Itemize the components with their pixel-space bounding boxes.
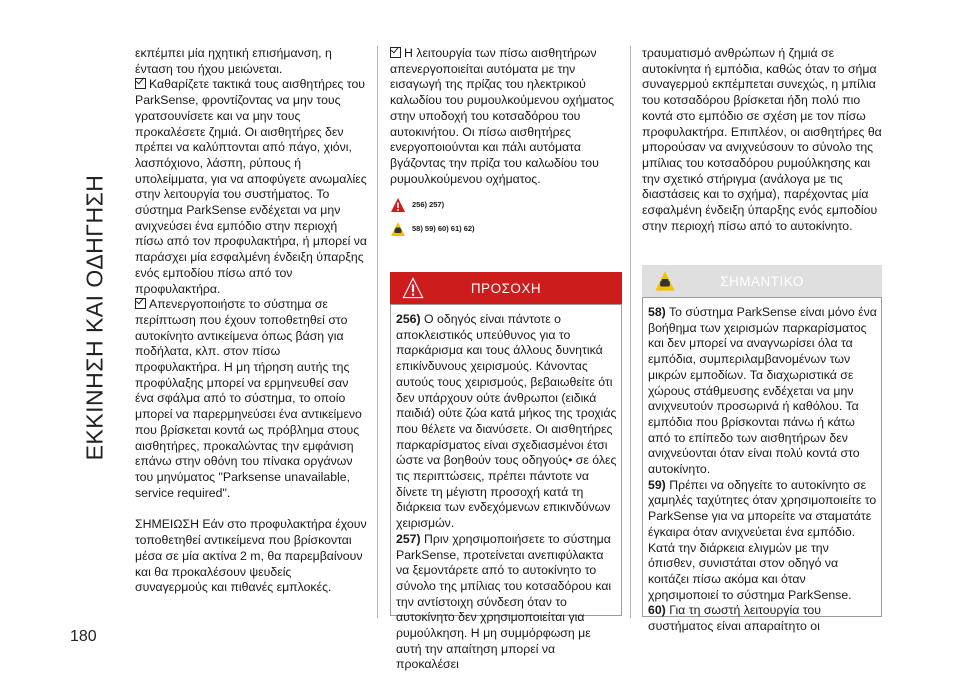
warning-256-number: 256) bbox=[396, 312, 421, 326]
note-58-number: 58) bbox=[648, 305, 666, 319]
car-attention-icon bbox=[654, 270, 676, 292]
warning-triangle-icon bbox=[390, 197, 406, 213]
col1-paragraph-3 bbox=[135, 297, 367, 501]
column-1 bbox=[135, 46, 367, 596]
column-3 bbox=[642, 46, 882, 234]
warning-257 bbox=[396, 532, 618, 673]
warning-256 bbox=[396, 312, 618, 532]
warning-title: ΠΡΟΣΟΧΗ bbox=[470, 280, 542, 296]
warning-triangle-icon bbox=[402, 277, 424, 299]
note-59-text: Πρέπει να οδηγείτε το αυτοκίνητο σε χαμηλές ταχύτητες όταν χρησιμοποιείτε το ParkSense για να μπορείτε να σταματάτε έγκαιρα όταν ανιχνεύεται ένα εμπόδιο. Κατά την διάρκεια ελιγμών με την όπισθεν, συνιστάται στον οδηγό να κοιτάζει πίσω ακόμα και όταν χρησιμοποιεί το σύστημα ParkSense. bbox=[648, 477, 877, 602]
note-box-content bbox=[648, 305, 878, 635]
note-58-text: Το σύστημα ParkSense είναι μόνο ένα βοήθημα των χειρισμών παρκαρίσματος και δεν μπορεί να αναγνωρίσει όλα τα εμπόδια, συμπεριλαμβανομένων των μικρών εμποδίων. Τα διαχωριστικά σε χώρους στάθμευσης ενδέχεται να μην ανιχνευτούν προσωρινά ή καθόλου. Τα εμπόδια που βρίσκονται πάνω ή κάτω από το επίπεδο των αισθητήρων δεν ανιχνεύονται όταν είναι πολύ κοντά στο αυτοκίνητο. bbox=[648, 305, 877, 477]
warning-box-content bbox=[396, 312, 618, 673]
page-number: 180 bbox=[70, 628, 97, 645]
note-59 bbox=[648, 478, 878, 604]
column-2 bbox=[390, 46, 622, 237]
warning-ref-numbers: 256) 257) bbox=[412, 200, 445, 210]
col2-paragraph-1-text: Η λειτουργία των πίσω αισθητήρων απενεργοποιείται αυτόματα με την εισαγωγή της πρίζας του ηλεκτρικού καλωδίου του ρυμουλκούμενου οχήματος στην υποδοχή του κοτσαδόρου του αυτοκινήτου. Οι πίσω αισθητήρες ενεργοποιούνται και πάλι αυτόματα βγάζοντας την πρίζα του καλωδίου του ρυμουλκούμενου οχήματος. bbox=[390, 46, 615, 186]
warning-256-text: Ο οδηγός είναι πάντοτε ο αποκλειστικός υπεύθυνος για το παρκάρισμα και τους άλλους δυνητικά επικίνδυνους χειρισμούς. Κάνοντας αυτούς τους χειρισμούς, βεβαιωθείτε ότι δεν υπάρχουν ούτε άνθρωποι (ειδικά παιδιά) ούτε ζώα κατά μήκος της τροχιάς που θέλετε να διανύσετε. Οι αισθητήρες παρκαρίσματος είναι σχεδιασμένοι έτσι ώστε να βοηθούν τους οδηγούς• σε όλες τις περιπτώσεις, πρέπει πάντοτε να δίνετε τη μέγιστη προσοχή κατά τη διάρκεια των ενδεχόμενων επικινδύνων χειρισμών. bbox=[396, 312, 617, 531]
warning-257-text: Πριν χρησιμοποιήσετε το σύστημα ParkSense, προτείνεται ανεπιφύλακτα να ξεμοντάρετε από το αυτοκίνητο το σύνολο της μπίλιας του κοτσαδόρου και την αντίστοιχη σύνδεση όταν το αυτοκίνητο δεν χρησιμοποιείται για ρυμούλκηση. Η μη συμμόρφωση με αυτή την απαίτηση μπορεί να προκαλέσει bbox=[396, 531, 612, 672]
chapter-side-title bbox=[78, 40, 112, 595]
note-60-text: Για τη σωστή λειτουργία του συστήματος είναι απαραίτητο οι bbox=[648, 603, 821, 634]
note-banner bbox=[642, 265, 882, 297]
checkbox-icon bbox=[135, 298, 146, 309]
warning-banner bbox=[390, 272, 622, 304]
note-60-number: 60) bbox=[648, 603, 666, 618]
col1-note-paragraph: ΣΗΜΕΙΩΣΗ Εάν στο προφυλακτήρα έχουν τοποθετηθεί αντικείμενα που βρίσκονται μέσα σε μία ακτίνα 2 m, θα παρεμβαίνουν και θα προκαλέσουν ψευδείς συναγερμούς και πιθανές εμπλοκές. bbox=[135, 517, 367, 595]
col1-paragraph-2-text: Καθαρίζετε τακτικά τους αισθητήρες του ParkSense, φροντίζοντας να μην τους γρατσουνίσετε και να μην τους προκαλέσετε ζημιά. Οι αισθητήρες δεν πρέπει να καλύπτονται από πάγο, χιόνι, λασπόχιονο, λάσπη, ρύπους ή υπολείμματα, για να αποφύγετε ανωμαλίες στην λειτουργία του συστήματος. Το σύστημα ParkSense ενδέχεται να μην ανιχνεύσει ένα εμπόδιο στην περιοχή πίσω από τον προφυλακτήρα, ή μπορεί να παράσχει μία εσφαλμένη ένδειξη ύπαρξης ενός εμποδίου πίσω από τον προφυλακτήρα. bbox=[135, 77, 368, 296]
car-attention-icon bbox=[390, 221, 406, 237]
col3-paragraph-1: τραυματισμό ανθρώπων ή ζημιά σε αυτοκίνητα ή εμπόδια, καθώς όταν το σήμα συναγερμού εκπέμπεται συνεχώς, η μπίλια του κοτσαδόρου βρίσκεται ήδη πολύ πιο κοντά στο εμπόδιο σε σχέση με τον πίσω προφυλακτήρα. Επιπλέον, οι αισθητήρες θα μπορούσαν να ανιχνεύσουν το σύνολο της μπίλιας του κοτσαδόρου ρυμούλκησης και την σχετικό στήριγμα (ανάλογα με τις διαστάσεις και το σχήμα), παρέχοντας μία εσφαλμένη ένδειξη ύπαρξης ενός εμποδίου στην περιοχή πίσω από το αυτοκίνητο. bbox=[642, 46, 882, 233]
column-divider-1 bbox=[377, 46, 378, 618]
checkbox-icon bbox=[390, 47, 401, 58]
col1-paragraph-3-text: Απενεργοποιήστε το σύστημα σε περίπτωση που έχουν τοποθετηθεί στο αυτοκίνητο αντικείμενα όπως βάση για ποδήλατα, κλπ. στον πίσω προφυλακτήρα. Η μη τήρηση αυτής της προφύλαξης μπορεί να ερμηνευθεί σαν ένα σφάλμα από το σύστημα, το οποίο μπορεί να παρερμηνεύσει ένα αντικείμενο που βρίσκεται κοντά ως πρόβλημα στους αισθητήρες, προκαλώντας την εμφάνιση επάνω στην οθόνη του πίνακα οργάνων του μηνύματος "Parksense unavailable, service required". bbox=[135, 297, 362, 500]
checkbox-icon bbox=[135, 78, 146, 89]
note-60 bbox=[648, 603, 878, 634]
warning-references bbox=[390, 197, 622, 213]
note-59-number: 59) bbox=[648, 477, 666, 492]
note-ref-numbers: 58) 59) 60) 61) 62) bbox=[412, 224, 475, 234]
col1-paragraph-1: εκπέμπει μία ηχητική επισήμανση, η ένταση του ήχου μειώνεται. bbox=[135, 46, 332, 76]
col1-paragraph-2 bbox=[135, 77, 367, 297]
column-divider-2 bbox=[630, 46, 631, 618]
note-58 bbox=[648, 305, 878, 478]
col2-paragraph-1 bbox=[390, 46, 622, 187]
warning-257-number: 257) bbox=[396, 531, 421, 546]
chapter-title-text: ΕΚΚΙΝΗΣΗ ΚΑΙ ΟΔΗΓΗΣΗ bbox=[81, 174, 108, 461]
note-references bbox=[390, 221, 622, 237]
note-title: ΣΗΜΑΝΤΙΚΟ bbox=[720, 273, 804, 289]
